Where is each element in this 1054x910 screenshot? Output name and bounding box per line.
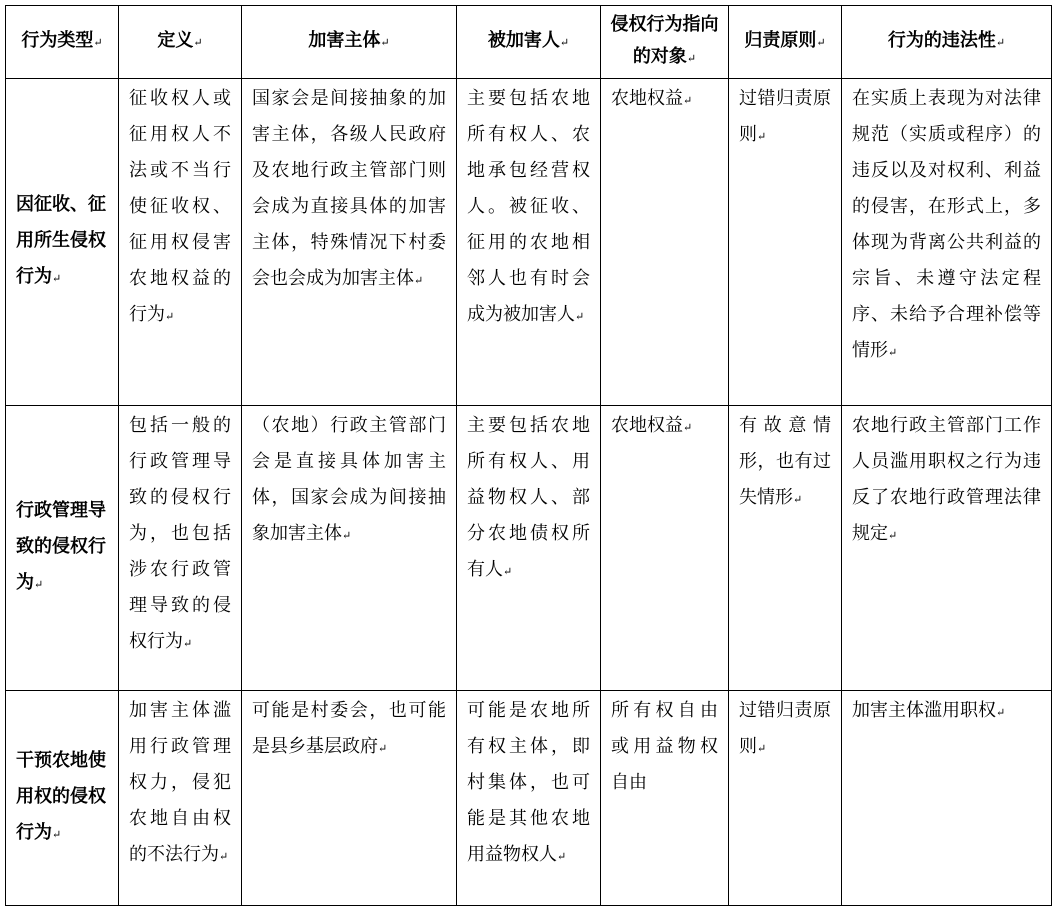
cell-type: 因征收、征用所生侵权行为↵ <box>6 79 119 406</box>
cell-perpetrator: 国家会是间接抽象的加害主体，各级人民政府及农地行政主管部门则会成为直接具体的加害主体，特殊情况下村委会也会成为加害主体↵ <box>242 79 457 406</box>
paragraph-mark: ↵ <box>995 36 1006 49</box>
header-cell-perpetrator: 加害主体↵ <box>242 6 457 79</box>
header-cell-definition: 定义↵ <box>119 6 242 79</box>
cell-target: 农地权益↵ <box>601 79 729 406</box>
paragraph-mark: ↵ <box>414 274 424 287</box>
paragraph-mark: ↵ <box>52 272 62 285</box>
paragraph-mark: ↵ <box>93 36 103 49</box>
cell-perpetrator: 可能是村委会，也可能是县乡基层政府↵ <box>242 691 457 906</box>
header-cell-illegality: 行为的违法性↵ <box>842 6 1052 79</box>
paragraph-mark: ↵ <box>683 94 693 107</box>
paragraph-mark: ↵ <box>34 578 44 591</box>
paragraph-mark: ↵ <box>219 850 229 863</box>
cell-definition: 征收权人或征用权人不法或不当行使征收权、征用权侵害农地权益的行为↵ <box>119 79 242 406</box>
header-cell-type: 行为类型↵ <box>6 6 119 79</box>
cell-definition: 包括一般的行政管理导致的侵权行为，也包括涉农行政管理导致的侵权行为↵ <box>119 406 242 691</box>
paragraph-mark: ↵ <box>996 706 1006 719</box>
paragraph-mark: ↵ <box>793 493 803 506</box>
paragraph-mark: ↵ <box>557 850 567 863</box>
paragraph-mark: ↵ <box>503 565 513 578</box>
tort-comparison-table <box>5 5 1052 906</box>
paragraph-mark: ↵ <box>888 346 898 359</box>
header-cell-principle: 归责原则↵ <box>729 6 842 79</box>
cell-victim: 主要包括农地所有权人、用益物权人、部分农地债权所有人↵ <box>457 406 601 691</box>
cell-principle: 过错归责原则↵ <box>729 79 842 406</box>
cell-victim: 主要包括农地所有权人、农地承包经营权人。被征收、征用的农地相邻人也有时会成为被加害人↵ <box>457 79 601 406</box>
paragraph-mark: ↵ <box>165 310 175 323</box>
paragraph-mark: ↵ <box>683 421 693 434</box>
header-row <box>6 6 1052 79</box>
table-row <box>6 691 1052 906</box>
paragraph-mark: ↵ <box>380 36 390 49</box>
paragraph-mark: ↵ <box>183 637 193 650</box>
header-cell-victim: 被加害人↵ <box>457 6 601 79</box>
cell-definition: 加害主体滥用行政管理权力，侵犯农地自由权的不法行为↵ <box>119 691 242 906</box>
paragraph-mark: ↵ <box>686 52 697 65</box>
cell-victim: 可能是农地所有权主体，即村集体，也可能是其他农地用益物权人↵ <box>457 691 601 906</box>
table-row <box>6 406 1052 691</box>
cell-illegality: 在实质上表现为对法律规范（实质或程序）的违反以及对权利、利益的侵害，在形式上，多体现为背离公共利益的宗旨、未遵守法定程序、未给予合理补偿等情形↵ <box>842 79 1052 406</box>
paragraph-mark: ↵ <box>342 529 352 542</box>
cell-illegality: 农地行政主管部门工作人员滥用职权之行为违反了农地行政管理法律规定↵ <box>842 406 1052 691</box>
cell-target: 所有权自由或用益物权自由 <box>601 691 729 906</box>
cell-target: 农地权益↵ <box>601 406 729 691</box>
paragraph-mark: ↵ <box>757 742 767 755</box>
cell-type: 干预农地使用权的侵权行为↵ <box>6 691 119 906</box>
cell-principle: 过错归责原则↵ <box>729 691 842 906</box>
paragraph-mark: ↵ <box>888 529 898 542</box>
cell-principle: 有故意情形，也有过失情形↵ <box>729 406 842 691</box>
paragraph-mark: ↵ <box>378 742 388 755</box>
paragraph-mark: ↵ <box>575 310 585 323</box>
paragraph-mark: ↵ <box>52 828 62 841</box>
table-row <box>6 79 1052 406</box>
paragraph-mark: ↵ <box>559 36 570 49</box>
cell-type: 行政管理导致的侵权行为↵ <box>6 406 119 691</box>
header-cell-target: 侵权行为指向的对象↵ <box>601 6 729 79</box>
cell-perpetrator: （农地）行政主管部门会是直接具体加害主体，国家会成为间接抽象加害主体↵ <box>242 406 457 691</box>
paragraph-mark: ↵ <box>193 36 203 49</box>
paragraph-mark: ↵ <box>816 36 826 49</box>
cell-illegality: 加害主体滥用职权↵ <box>842 691 1052 906</box>
paragraph-mark: ↵ <box>757 130 767 143</box>
